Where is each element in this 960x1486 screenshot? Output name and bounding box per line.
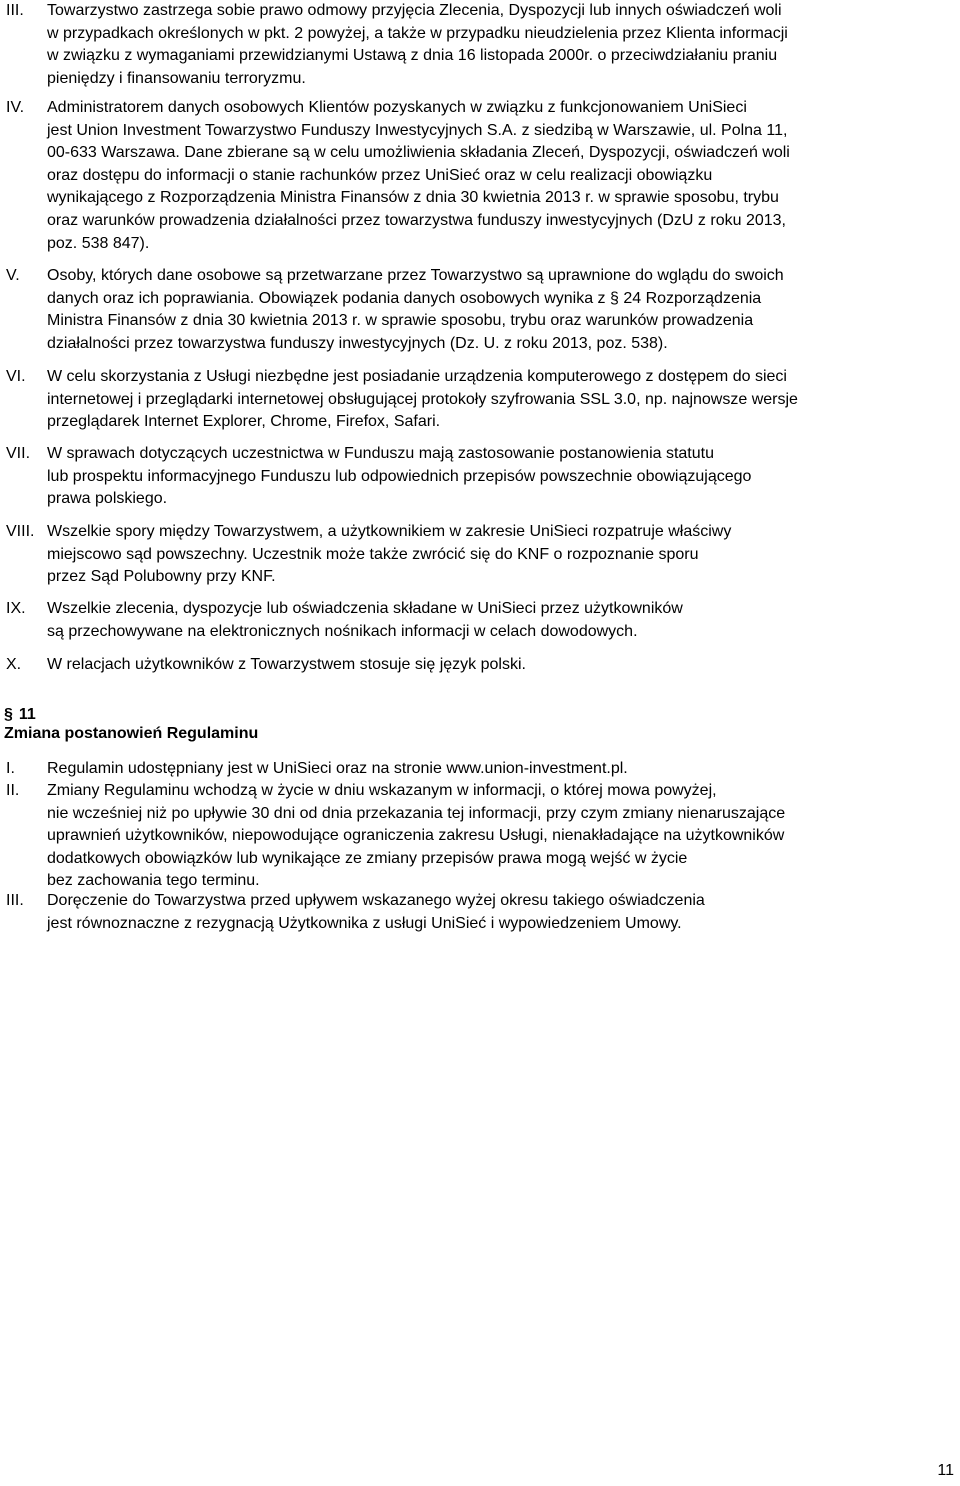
list-item-number: II.: [6, 782, 20, 799]
list-item-iii: [0, 0, 952, 90]
list-item-text: W sprawach dotyczących uczestnictwa w Funduszu mają zastosowanie postanowienia statutu lub prospektu informacyjnego Funduszu lub odpowiednich przepisów powszechnie obowiązującego prawa polskiego.: [47, 445, 752, 508]
list-item-viii: [0, 521, 952, 589]
list-item-text: Zmiany Regulaminu wchodzą w życie w dniu wskazanym w informacji, o której mowa powyżej, nie wcześniej niż po upływie 30 dni od dnia przekazania tej informacji, przy czym zmiany nienaruszające uprawnień użytkowników, niepowodujące ograniczenia zakresu Usługi, nienakładające na użytkowników dodatkowych obowiązków lub wynikające ze zmiany przepisów prawa mogą wejść w życie bez zachowania tego terminu.: [47, 782, 786, 890]
list-item-text: Wszelkie zlecenia, dyspozycje lub oświadczenia składane w UniSieci przez użytkowników są przechowywane na elektronicznych nośnikach informacji w celach dowodowych.: [47, 600, 683, 640]
list-item-number: X.: [6, 656, 22, 673]
list-item-text: Regulamin udostępniany jest w UniSieci oraz na stronie www.union-investment.pl.: [47, 760, 628, 777]
list-item-number: III.: [6, 892, 24, 909]
list-item-number: I.: [6, 760, 15, 777]
list-item-text: Osoby, których dane osobowe są przetwarzane przez Towarzystwo są uprawnione do wglądu do swoich danych oraz ich poprawiania. Obowiązek podania danych osobowych wynika z § 24 Rozporządzenia Ministra Finansów z dnia 30 kwietnia 2013 r. w sprawie sposobu, trybu oraz warunków prowadzenia działalności przez towarzystwa funduszy inwestycyjnych (Dz. U. z roku 2013, poz. 538).: [47, 267, 784, 352]
list-item-text: Doręczenie do Towarzystwa przed upływem wskazanego wyżej okresu takiego oświadczenia jest równoznaczne z rezygnacją Użytkownika z usługi UniSieć i wypowiedzeniem Umowy.: [47, 892, 705, 932]
list-item-ix: [0, 598, 952, 643]
list-item-vi: [0, 366, 952, 434]
list-item-number: IV.: [6, 99, 25, 116]
list-item-vii: [0, 443, 952, 511]
list-item-number: VI.: [6, 368, 26, 385]
page-number: 11: [937, 1462, 954, 1479]
section-item-i: [0, 758, 952, 781]
list-item-v: [0, 265, 952, 355]
list-item-x: [0, 654, 952, 677]
list-item-text: Towarzystwo zastrzega sobie prawo odmowy przyjęcia Zlecenia, Dyspozycji lub innych oświadczeń woli w przypadkach określonych w pkt. 2 powyżej, a także w przypadku nieudzielenia przez Klienta informacji w związku z wymaganiami przewidzianymi Ustawą z dnia 16 listopada 2000r. o przeciwdziałaniu praniu pieniędzy i finansowaniu terroryzmu.: [47, 2, 788, 87]
list-item-number: V.: [6, 267, 20, 284]
section-number-value: 11: [18, 706, 36, 723]
list-item-number: VII.: [6, 445, 31, 462]
list-item-text: W relacjach użytkowników z Towarzystwem stosuje się język polski.: [47, 656, 526, 673]
list-item-number: IX.: [6, 600, 26, 617]
section-mark: §: [4, 706, 13, 723]
list-item-text: W celu skorzystania z Usługi niezbędne jest posiadanie urządzenia komputerowego z dostępem do sieci internetowej i przeglądarki internetowej obsługującej protokoły szyfrowania SSL 3.0, np. najnowsze wersje przeglądarek Internet Explorer, Chrome, Firefox, Safari.: [47, 368, 798, 431]
section-title: Zmiana postanowień Regulaminu: [4, 725, 259, 742]
list-item-number: III.: [6, 2, 24, 19]
list-item-text: Administratorem danych osobowych Klientów pozyskanych w związku z funkcjonowaniem UniSieci jest Union Investment Towarzystwo Funduszy Inwestycyjnych S.A. z siedzibą w Warszawie, ul. Polna 11, 00-633 Warszawa. Dane zbierane są w celu umożliwienia składania Zleceń, Dyspozycji, oświadczeń woli oraz dostępu do informacji o stanie rachunków przez UniSieć oraz w celu realizacji obowiązku wynikającego z Rozporządzenia Ministra Finansów z dnia 30 kwietnia 2013 r. w sprawie sposobu, trybu oraz warunków prowadzenia działalności przez towarzystwa funduszy inwestycyjnych (DzU z roku 2013, poz. 538 847).: [47, 99, 790, 252]
list-item-number: VIII.: [6, 523, 35, 540]
list-item-iv: [0, 97, 952, 255]
section-item-ii: [0, 780, 952, 893]
list-item-text: Wszelkie spory między Towarzystwem, a użytkownikiem w zakresie UniSieci rozpatruje właściwy miejscowo sąd powszechny. Uczestnik może także zwrócić się do KNF o rozpoznanie sporu przez Sąd Polubowny przy KNF.: [47, 523, 732, 586]
section-item-iii: [0, 890, 952, 935]
